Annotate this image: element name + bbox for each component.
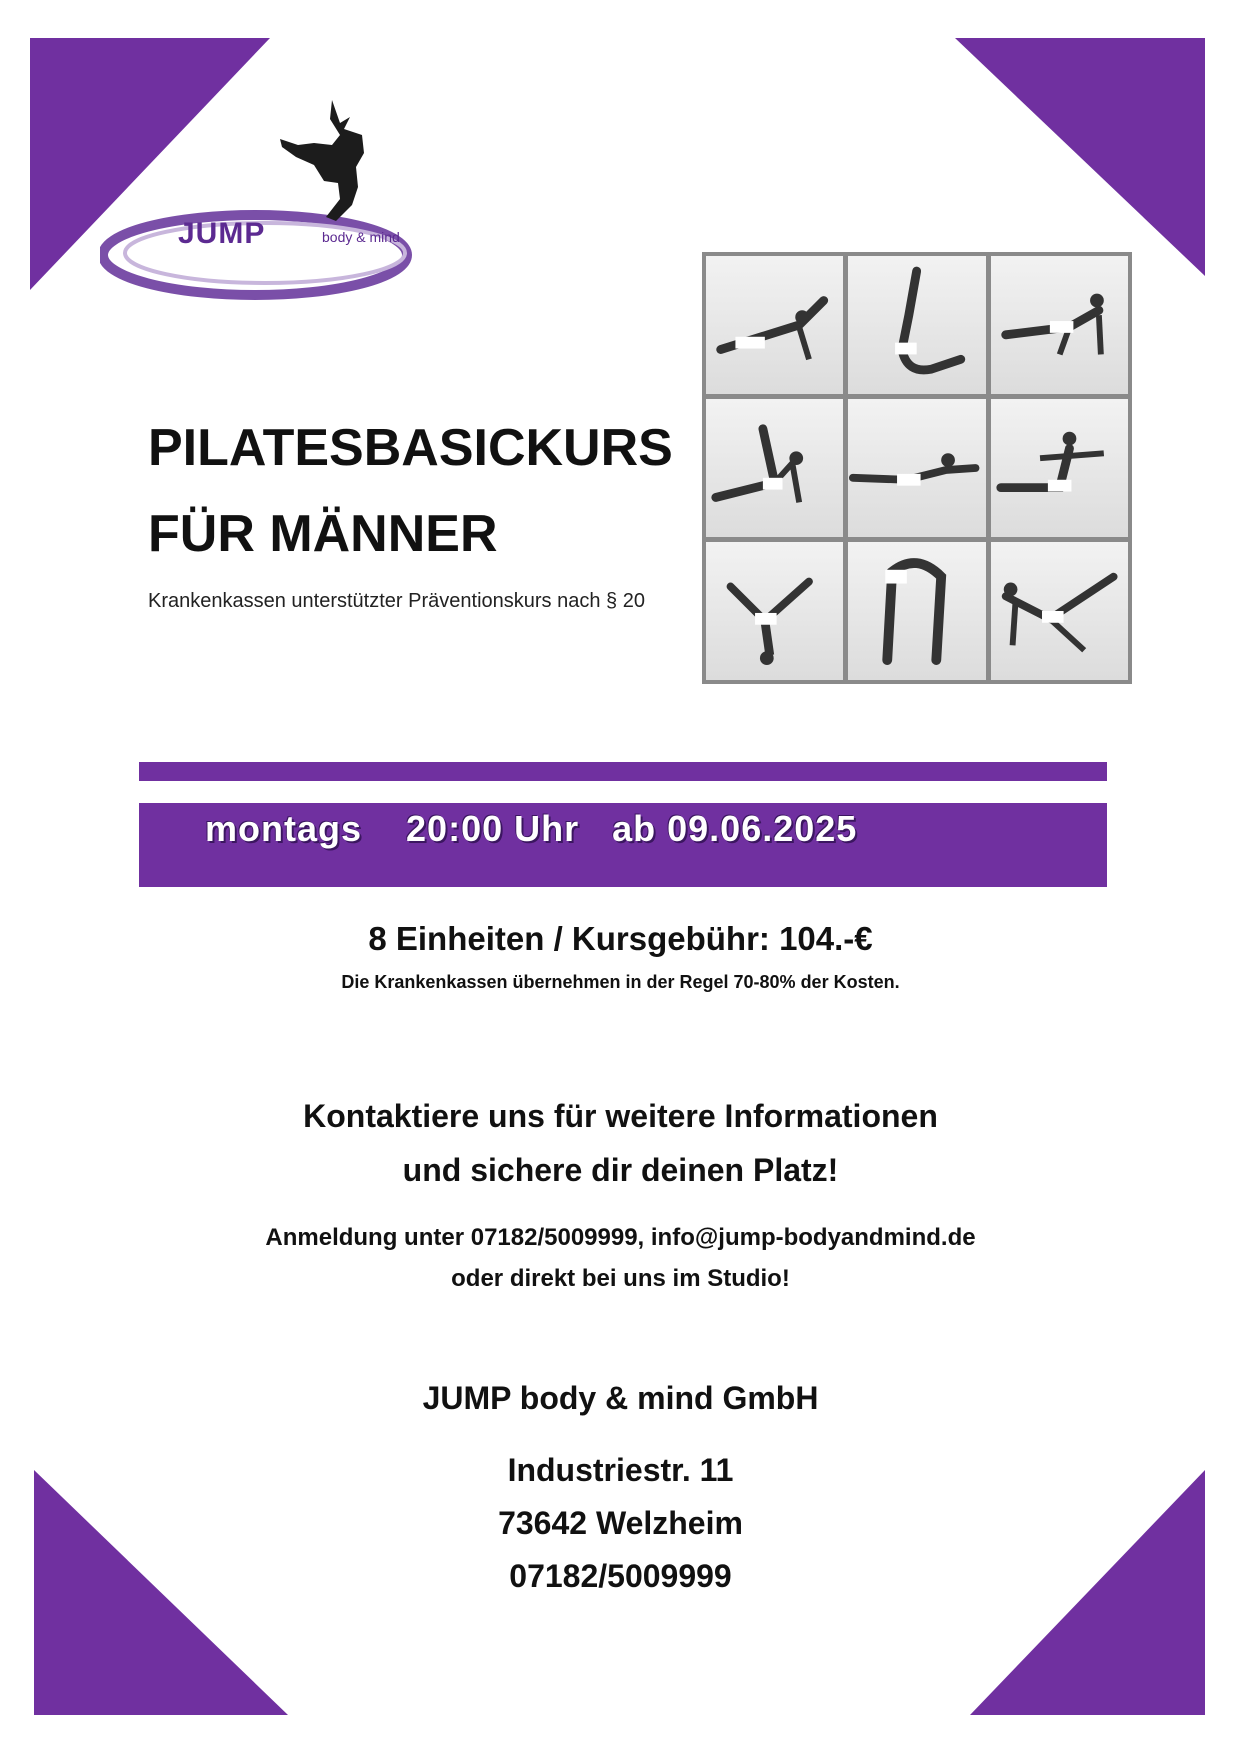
contact-line-2: und sichere dir deinen Platz! <box>402 1152 839 1188</box>
pose-photo <box>706 542 843 680</box>
logo-tagline: body & mind <box>322 229 400 245</box>
fee-note: Die Krankenkassen übernehmen in der Regel 70-80% der Kosten. <box>341 972 900 992</box>
schedule-time: 20:00 Uhr <box>406 808 580 849</box>
pose-photo <box>991 399 1128 537</box>
pose-photo <box>848 256 985 394</box>
pose-photo <box>991 542 1128 680</box>
subtitle: Krankenkassen unterstützter Präventionskurs nach § 20 <box>148 590 645 612</box>
dancer-swoosh-icon <box>100 95 430 310</box>
pose-photo <box>848 542 985 680</box>
schedule-start: ab 09.06.2025 <box>612 808 858 849</box>
company-city: 73642 Welzheim <box>498 1505 743 1541</box>
pose-photo <box>848 399 985 537</box>
pose-photo <box>706 256 843 394</box>
fee-line: 8 Einheiten / Kursgebühr: 104.-€ <box>368 920 873 957</box>
contact-line-1: Kontaktiere uns für weitere Informationen <box>303 1098 938 1134</box>
pose-photo <box>706 399 843 537</box>
company-name: JUMP body & mind GmbH <box>422 1380 819 1416</box>
title-line-2: FÜR MÄNNER <box>148 505 498 563</box>
jump-logo <box>100 95 430 310</box>
registration-line-1: Anmeldung unter 07182/5009999, info@jump-bodyandmind.de <box>265 1224 976 1251</box>
corner-triangle-top-right <box>955 38 1205 276</box>
company-street: Industriestr. 11 <box>507 1452 734 1488</box>
schedule-text <box>205 808 857 850</box>
title-line-1: PILATESBASICKURS <box>148 419 673 477</box>
company-phone: 07182/5009999 <box>509 1558 732 1594</box>
schedule-day: montags <box>205 808 363 849</box>
logo-brand: JUMP <box>178 217 266 250</box>
pose-photo <box>991 256 1128 394</box>
registration-line-2: oder direkt bei uns im Studio! <box>451 1265 790 1292</box>
accent-divider <box>139 762 1107 781</box>
pilates-photo-grid <box>702 252 1132 684</box>
